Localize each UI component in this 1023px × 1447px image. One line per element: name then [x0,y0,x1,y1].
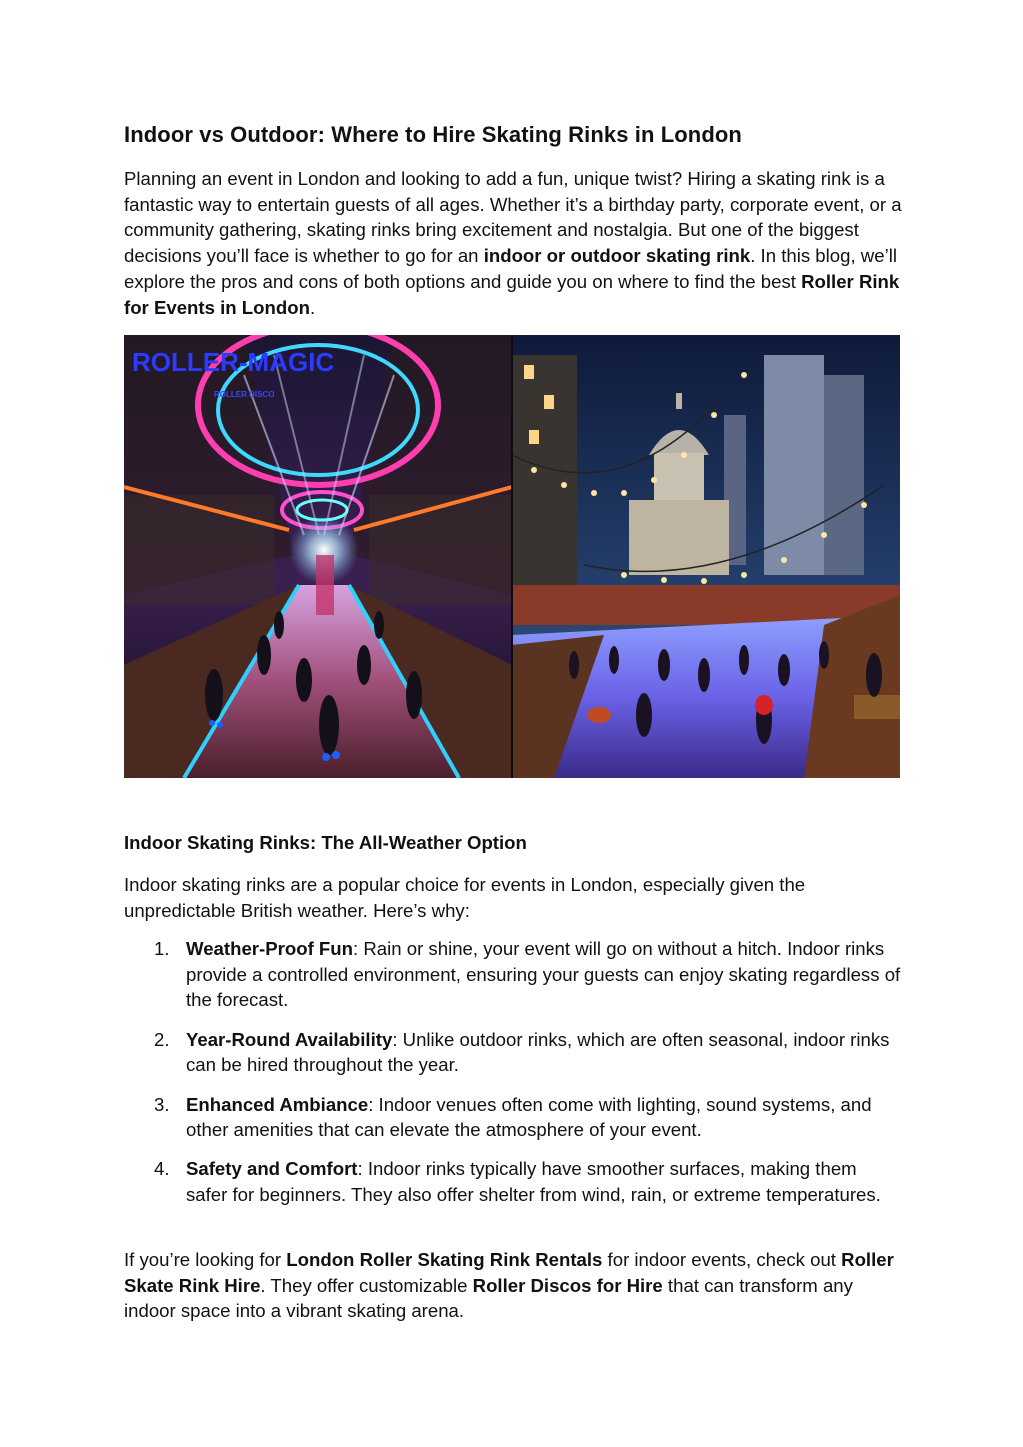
list-item-text: : Indoor rinks typically have smoother surfaces, making them safer for beginners. They also offer shelter from wind, rain, or extreme temperatures. [186,1158,881,1206]
closing-text-4: that can transform any indoor space into a vibrant skating arena. [124,1274,853,1322]
list-item [124,936,902,1013]
closing-bold-3: Roller Discos for Hire [472,1274,663,1296]
list-item-text: : Rain or shine, your event will go on without a hitch. Indoor rinks provide a controlled environment, ensuring your guests can enjoy skating regardless of the forecast. [186,938,901,1011]
intro-text-2: . In this blog, we’ll explore the pros and cons of both options and guide you on where to find the best [124,245,897,292]
list-item-title: Weather-Proof Fun [186,938,353,959]
intro-bold-1: indoor or outdoor skating rink [483,245,751,267]
list-number: 4. [154,1158,170,1180]
list-item-title: Enhanced Ambiance [186,1093,369,1115]
list-item-title: Safety and Comfort [186,1158,358,1180]
intro-bold-2: Roller Rink for Events in London [124,270,900,318]
closing-text-1: If you’re looking for [124,1249,287,1270]
list-item [124,1027,902,1078]
intro-paragraph [124,166,902,320]
article-title: Indoor vs Outdoor: Where to Hire Skating Rinks in London [124,122,742,147]
logo-subtext: ROLLER DISCO [214,390,275,399]
benefits-list [124,936,904,1221]
intro-text-3: . [309,296,316,318]
list-item [124,1156,902,1207]
intro-text-1: Planning an event in London and looking to add a fun, unique twist? Hiring a skating rink is a fantastic way to entertain guests of all ages. Whether it’s a birthday party, corporate event, or a community gathering, skating rinks bring excitement and nostalgia. But one of the biggest decisions you’ll face is whether to go for an [124,168,902,267]
list-item-text: : Indoor venues often come with lighting, sound systems, and other amenities that can elevate the atmosphere of your event. [186,1093,872,1141]
closing-paragraph [124,1247,902,1324]
list-item-title: Year-Round Availability [186,1028,393,1050]
closing-text-2: for indoor events, check out [602,1249,842,1270]
section-heading: Indoor Skating Rinks: The All-Weather Option [124,832,527,853]
closing-bold-2: Roller Skate Rink Hire [124,1249,894,1296]
hero-image [124,335,900,778]
list-item-text: : Unlike outdoor rinks, which are often seasonal, indoor rinks can be hired throughout the year. [186,1028,890,1076]
list-number: 1. [154,938,170,959]
list-item [124,1092,902,1143]
closing-bold-1: London Roller Skating Rink Rentals [286,1249,603,1270]
closing-text-3: . They offer customizable [260,1274,473,1296]
section-intro: Indoor skating rinks are a popular choice for events in London, especially given the unpredictable British weather. Here’s why: [124,874,806,921]
list-number: 3. [154,1093,170,1115]
logo-text: ROLLER-MAGIC [132,347,335,377]
list-number: 2. [154,1028,170,1050]
